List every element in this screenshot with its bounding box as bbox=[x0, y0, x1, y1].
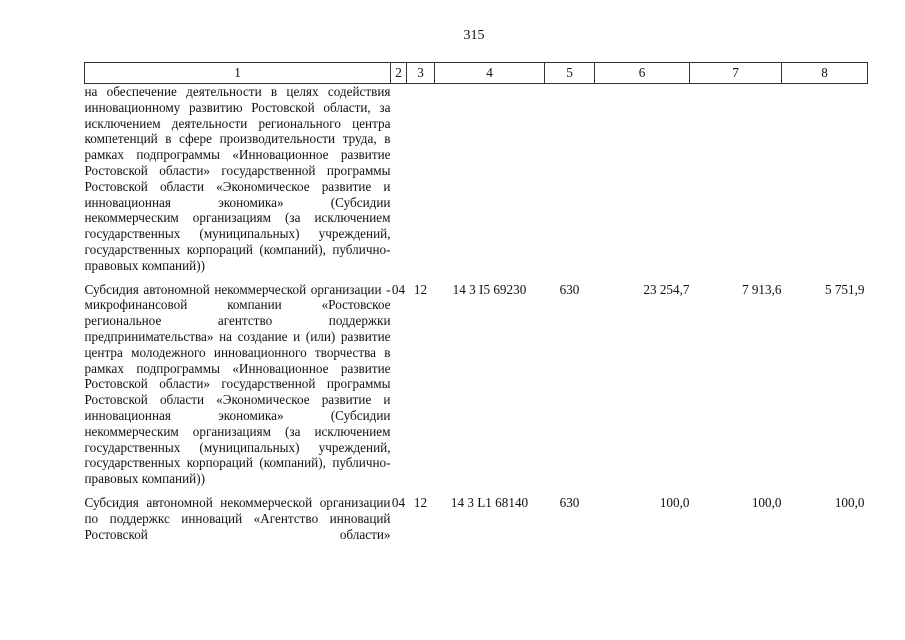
row-target-article: 14 3 L1 68140 bbox=[450, 494, 529, 510]
row-expense-type: 630 bbox=[559, 281, 580, 297]
row-amount-6: 23 254,7 bbox=[643, 281, 690, 297]
row-subsection-code bbox=[407, 84, 435, 282]
row-amount-8: 5 751,9 bbox=[824, 281, 865, 297]
column-header-3: 3 bbox=[407, 63, 435, 84]
table-row bbox=[85, 282, 868, 495]
row-amount-8: 100,0 bbox=[834, 494, 865, 510]
row-section-code: 04 bbox=[391, 494, 406, 510]
row-target-article bbox=[435, 84, 545, 282]
row-amount-8 bbox=[782, 84, 868, 282]
header-row bbox=[85, 63, 868, 84]
column-header-1: 1 bbox=[85, 63, 391, 84]
column-header-8: 8 bbox=[782, 63, 868, 84]
page-number: 315 bbox=[463, 28, 485, 43]
row-amount-7: 100,0 bbox=[751, 494, 782, 510]
column-header-2: 2 bbox=[391, 63, 407, 84]
budget-table bbox=[84, 62, 868, 542]
row-section-code: 04 bbox=[391, 281, 406, 297]
table-row bbox=[85, 84, 868, 282]
row-description: Субсидия автономной некоммерческой организации - микрофинансовой компании «Ростовское региональное агентство поддержки предпринимательства» на создание и (или) развитие центра молодежного инновационного творчества в рамках подпрограммы «Инновационное развитие Ростовской области» государственной программы Ростовской области «Экономическое развитие и инновационная экономика» (Субсидии некоммерческим организациям (за исключением государственных (муниципальных) учреждений, государственных корпораций (компаний), публично-правовых компаний)) bbox=[84, 281, 391, 487]
row-expense-type bbox=[545, 84, 595, 282]
row-amount-6 bbox=[595, 84, 690, 282]
row-section-code bbox=[391, 84, 407, 282]
column-header-6: 6 bbox=[595, 63, 690, 84]
row-amount-7: 7 913,6 bbox=[741, 281, 782, 297]
column-header-5: 5 bbox=[545, 63, 595, 84]
column-header-7: 7 bbox=[690, 63, 782, 84]
row-description: Субсидия автономной некоммерческой организации по поддержкс инноваций «Агентство инноваций Ростовской области» bbox=[84, 494, 391, 542]
row-amount-7 bbox=[690, 84, 782, 282]
row-subsection-code: 12 bbox=[413, 281, 428, 297]
row-expense-type: 630 bbox=[559, 494, 580, 510]
row-target-article: 14 3 I5 69230 bbox=[452, 281, 527, 297]
row-subsection-code: 12 bbox=[413, 494, 428, 510]
row-description: на обеспечение деятельности в целях содействия инновационному развитию Ростовской области, за исключением деятельности регионального центра компетенций в сфере производительности труда, в рамках подпрограммы «Инновационное развитие Ростовской области» государственной программы Ростовской области «Экономическое развитие и инновационная экономика» (Субсидии некоммерческим организациям (за исключением государственных (муниципальных) учреждений, государственных корпораций (компаний), публично-правовых компаний)) bbox=[84, 84, 391, 273]
table-row bbox=[85, 495, 868, 542]
column-header-4: 4 bbox=[435, 63, 545, 84]
row-amount-6: 100,0 bbox=[659, 494, 690, 510]
